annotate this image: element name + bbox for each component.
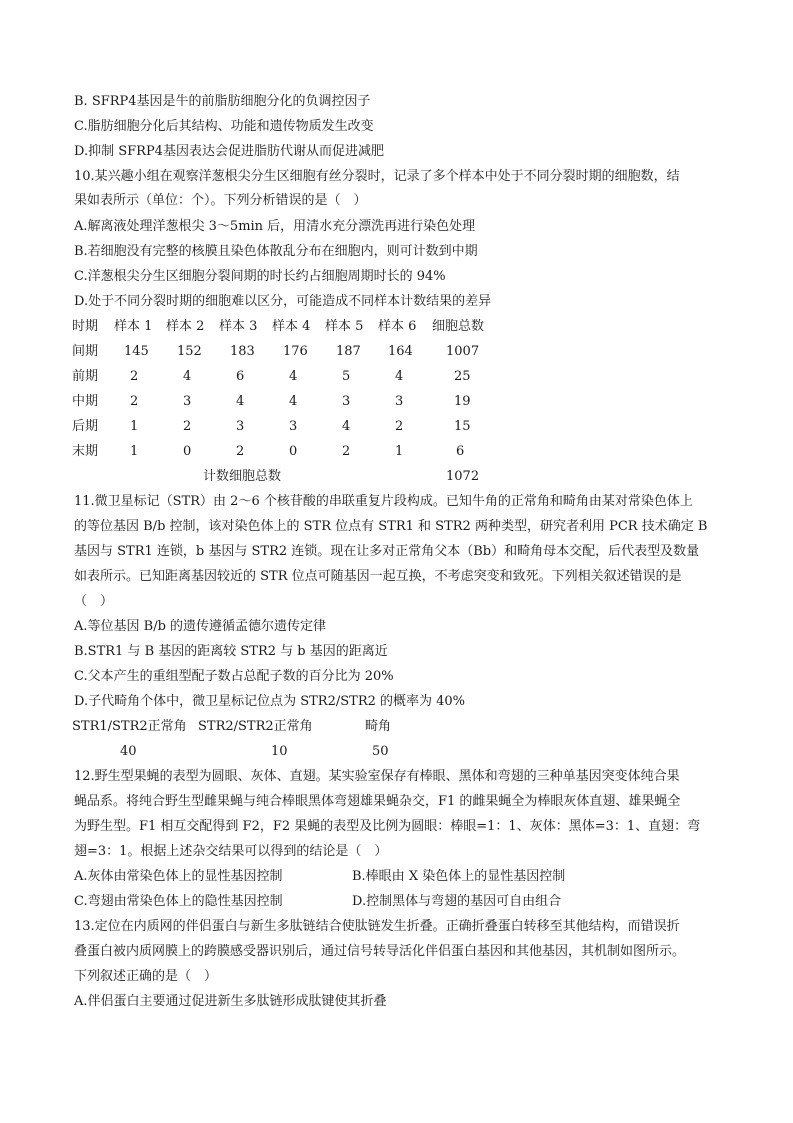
table-cell: 4 — [289, 394, 298, 409]
table-cell: 后期 — [72, 419, 99, 434]
table-total-row — [0, 468, 793, 486]
table-cell: 19 — [454, 394, 471, 409]
table-cell: 3 — [395, 394, 404, 409]
table-cell: 50 — [372, 744, 389, 759]
table-header-cell: 畸角 — [365, 719, 392, 734]
q11-stem-line-1: 11.微卫星标记（STR）由 2～6 个核苷酸的串联重复片段构成。已知牛角的正常角和畸角由某对常染色体上 — [74, 494, 693, 509]
q10-option-d: D.处于不同分裂时期的细胞难以区分，可能造成不同样本计数结果的差异 — [74, 294, 492, 309]
table-cell: 1 — [130, 444, 139, 459]
table-cell: 10 — [271, 744, 288, 759]
q10-option-b: B.若细胞没有完整的核膜且染色体散乱分布在细胞内，则可计数到中期 — [74, 244, 478, 259]
q10-table-header — [0, 318, 793, 336]
table-cell: 3 — [236, 419, 245, 434]
q11-option-d: D.子代畸角个体中，微卫星标记位点为 STR2/STR2 的概率为 40% — [74, 694, 466, 709]
table-cell: 15 — [454, 419, 471, 434]
table-cell: 前期 — [72, 369, 99, 384]
table-header-cell: 样本 2 — [166, 319, 205, 334]
q12-stem-line-3: 为野生型。F1 相互交配得到 F2，F2 果蝇的表型及比例为圆眼：棒眼=1：1、灰体：黑体=3：1、直翅：弯 — [74, 819, 701, 834]
table-row — [0, 443, 793, 461]
table-cell: 2 — [395, 419, 404, 434]
table-cell: 183 — [230, 344, 255, 359]
q13-stem-line-3: 下列叙述正确的是（ ） — [74, 969, 218, 984]
table-header-cell: 样本 6 — [378, 319, 417, 334]
table-header-cell: 样本 3 — [219, 319, 258, 334]
table-cell: 2 — [236, 444, 245, 459]
q9-option-b: B. SFRP4基因是牛的前脂肪细胞分化的负调控因子 — [74, 94, 371, 109]
table-row — [0, 368, 793, 386]
table-cell: 5 — [342, 369, 351, 384]
table-cell: 4 — [289, 369, 298, 384]
q9-option-c: C.脂肪细胞分化后其结构、功能和遗传物质发生改变 — [74, 119, 374, 134]
q10-option-a: A.解离液处理洋葱根尖 3～5min 后，用清水充分漂洗再进行染色处理 — [74, 219, 476, 234]
table-cell: 2 — [130, 394, 139, 409]
q11-table-header — [0, 718, 793, 736]
q11-option-b: B.STR1 与 B 基因的距离较 STR2 与 b 基因的距离近 — [74, 644, 388, 659]
table-cell: 1 — [395, 444, 404, 459]
table-cell: 3 — [183, 394, 192, 409]
table-cell: 末期 — [72, 444, 99, 459]
table-cell: 6 — [456, 444, 465, 459]
q12-stem-line-1: 12.野生型果蝇的表型为圆眼、灰体、直翅。某实验室保存有棒眼、黑体和弯翅的三种单基因突变体纯合果 — [74, 769, 680, 784]
table-cell: 2 — [130, 369, 139, 384]
q11-stem-line-3: 基因与 STR1 连锁，b 基因与 STR2 连锁。现在让多对正常角父本（Bb）和畸角母本交配，后代表型及数量 — [74, 544, 700, 559]
table-header-cell: STR1/STR2正常角 — [72, 719, 187, 734]
q13-option-a: A.伴侣蛋白主要通过促进新生多肽链形成肽键使其折叠 — [74, 994, 387, 1009]
table-header-cell: 时期 — [72, 319, 99, 334]
table-cell: 0 — [183, 444, 192, 459]
table-row — [0, 743, 793, 761]
table-cell: 4 — [183, 369, 192, 384]
q10-stem-line-2: 果如表所示（单位：个）。下列分析错误的是（ ） — [74, 193, 367, 208]
q13-stem-line-1: 13.定位在内质网的伴侣蛋白与新生多肽链结合使肽链发生折叠。正确折叠蛋白转移至其他结构，而错误折 — [74, 919, 680, 934]
table-row — [0, 393, 793, 411]
table-cell: 4 — [236, 394, 245, 409]
q11-stem-line-2: 的等位基因 B/b 控制，该对染色体上的 STR 位点有 STR1 和 STR2 两种类型，研究者利用 PCR 技术确定 B — [74, 519, 708, 534]
table-cell: 4 — [395, 369, 404, 384]
table-cell: 2 — [183, 419, 192, 434]
q12-stem-line-4: 翅=3：1。根据上述杂交结果可以得到的结论是（ ） — [74, 844, 388, 859]
table-cell: 176 — [283, 344, 308, 359]
q9-option-d: D.抑制 SFRP4基因表达会促进脂肪代谢从而促进减肥 — [74, 144, 384, 159]
table-cell: 187 — [336, 344, 361, 359]
table-header-cell: 样本 4 — [272, 319, 311, 334]
table-total-label: 计数细胞总数 — [203, 469, 282, 484]
q12-stem-line-2: 蝇品系。将纯合野生型雌果蝇与纯合棒眼黑体弯翅雄果蝇杂交，F1 的雌果蝇全为棒眼灰体直翅、雄果蝇全 — [74, 794, 681, 809]
table-row — [0, 343, 793, 361]
q12-option-c: C.弯翅由常染色体上的隐性基因控制 — [74, 894, 283, 909]
table-cell: 1 — [130, 419, 139, 434]
table-header-cell: 样本 1 — [114, 319, 153, 334]
table-cell: 中期 — [72, 394, 99, 409]
table-cell: 0 — [289, 444, 298, 459]
q11-option-c: C.父本产生的重组型配子数占总配子数的百分比为 20% — [74, 669, 394, 684]
table-cell: 4 — [342, 419, 351, 434]
q13-stem-line-2: 叠蛋白被内质网膜上的跨膜感受器识别后，通过信号转导活化伴侣蛋白基因和其他基因，其机制如图所示。 — [74, 944, 686, 959]
q11-stem-line-5: （ ） — [74, 594, 114, 609]
table-cell: 6 — [236, 369, 245, 384]
table-cell: 164 — [388, 344, 413, 359]
q11-stem-line-4: 如表所示。已知距离基因较近的 STR 位点可随基因一起互换，不考虑突变和致死。下列相关叙述错误的是 — [74, 569, 682, 584]
table-cell: 25 — [454, 369, 471, 384]
q10-option-c: C.洋葱根尖分生区细胞分裂间期的时长约占细胞周期时长的 94% — [74, 269, 446, 284]
table-total-value: 1072 — [446, 469, 480, 484]
table-row — [0, 418, 793, 436]
table-header-cell: 细胞总数 — [432, 319, 485, 334]
table-cell: 145 — [124, 344, 149, 359]
table-cell: 间期 — [72, 344, 99, 359]
table-cell: 1007 — [446, 344, 480, 359]
q10-stem-line-1: 10.某兴趣小组在观察洋葱根尖分生区细胞有丝分裂时，记录了多个样本中处于不同分裂时期的细胞数，结 — [74, 169, 680, 184]
table-cell: 3 — [342, 394, 351, 409]
q11-option-a: A.等位基因 B/b 的遗传遵循孟德尔遗传定律 — [74, 619, 327, 634]
q12-option-a: A.灰体由常染色体上的显性基因控制 — [74, 869, 283, 884]
q12-option-b: B.棒眼由 X 染色体上的显性基因控制 — [352, 869, 566, 884]
table-header-cell: STR2/STR2正常角 — [198, 719, 313, 734]
table-cell: 40 — [120, 744, 137, 759]
table-cell: 3 — [289, 419, 298, 434]
q12-option-d: D.控制黑体与弯翅的基因可自由组合 — [352, 894, 562, 909]
table-header-cell: 样本 5 — [325, 319, 364, 334]
table-cell: 152 — [177, 344, 202, 359]
table-cell: 2 — [342, 444, 351, 459]
